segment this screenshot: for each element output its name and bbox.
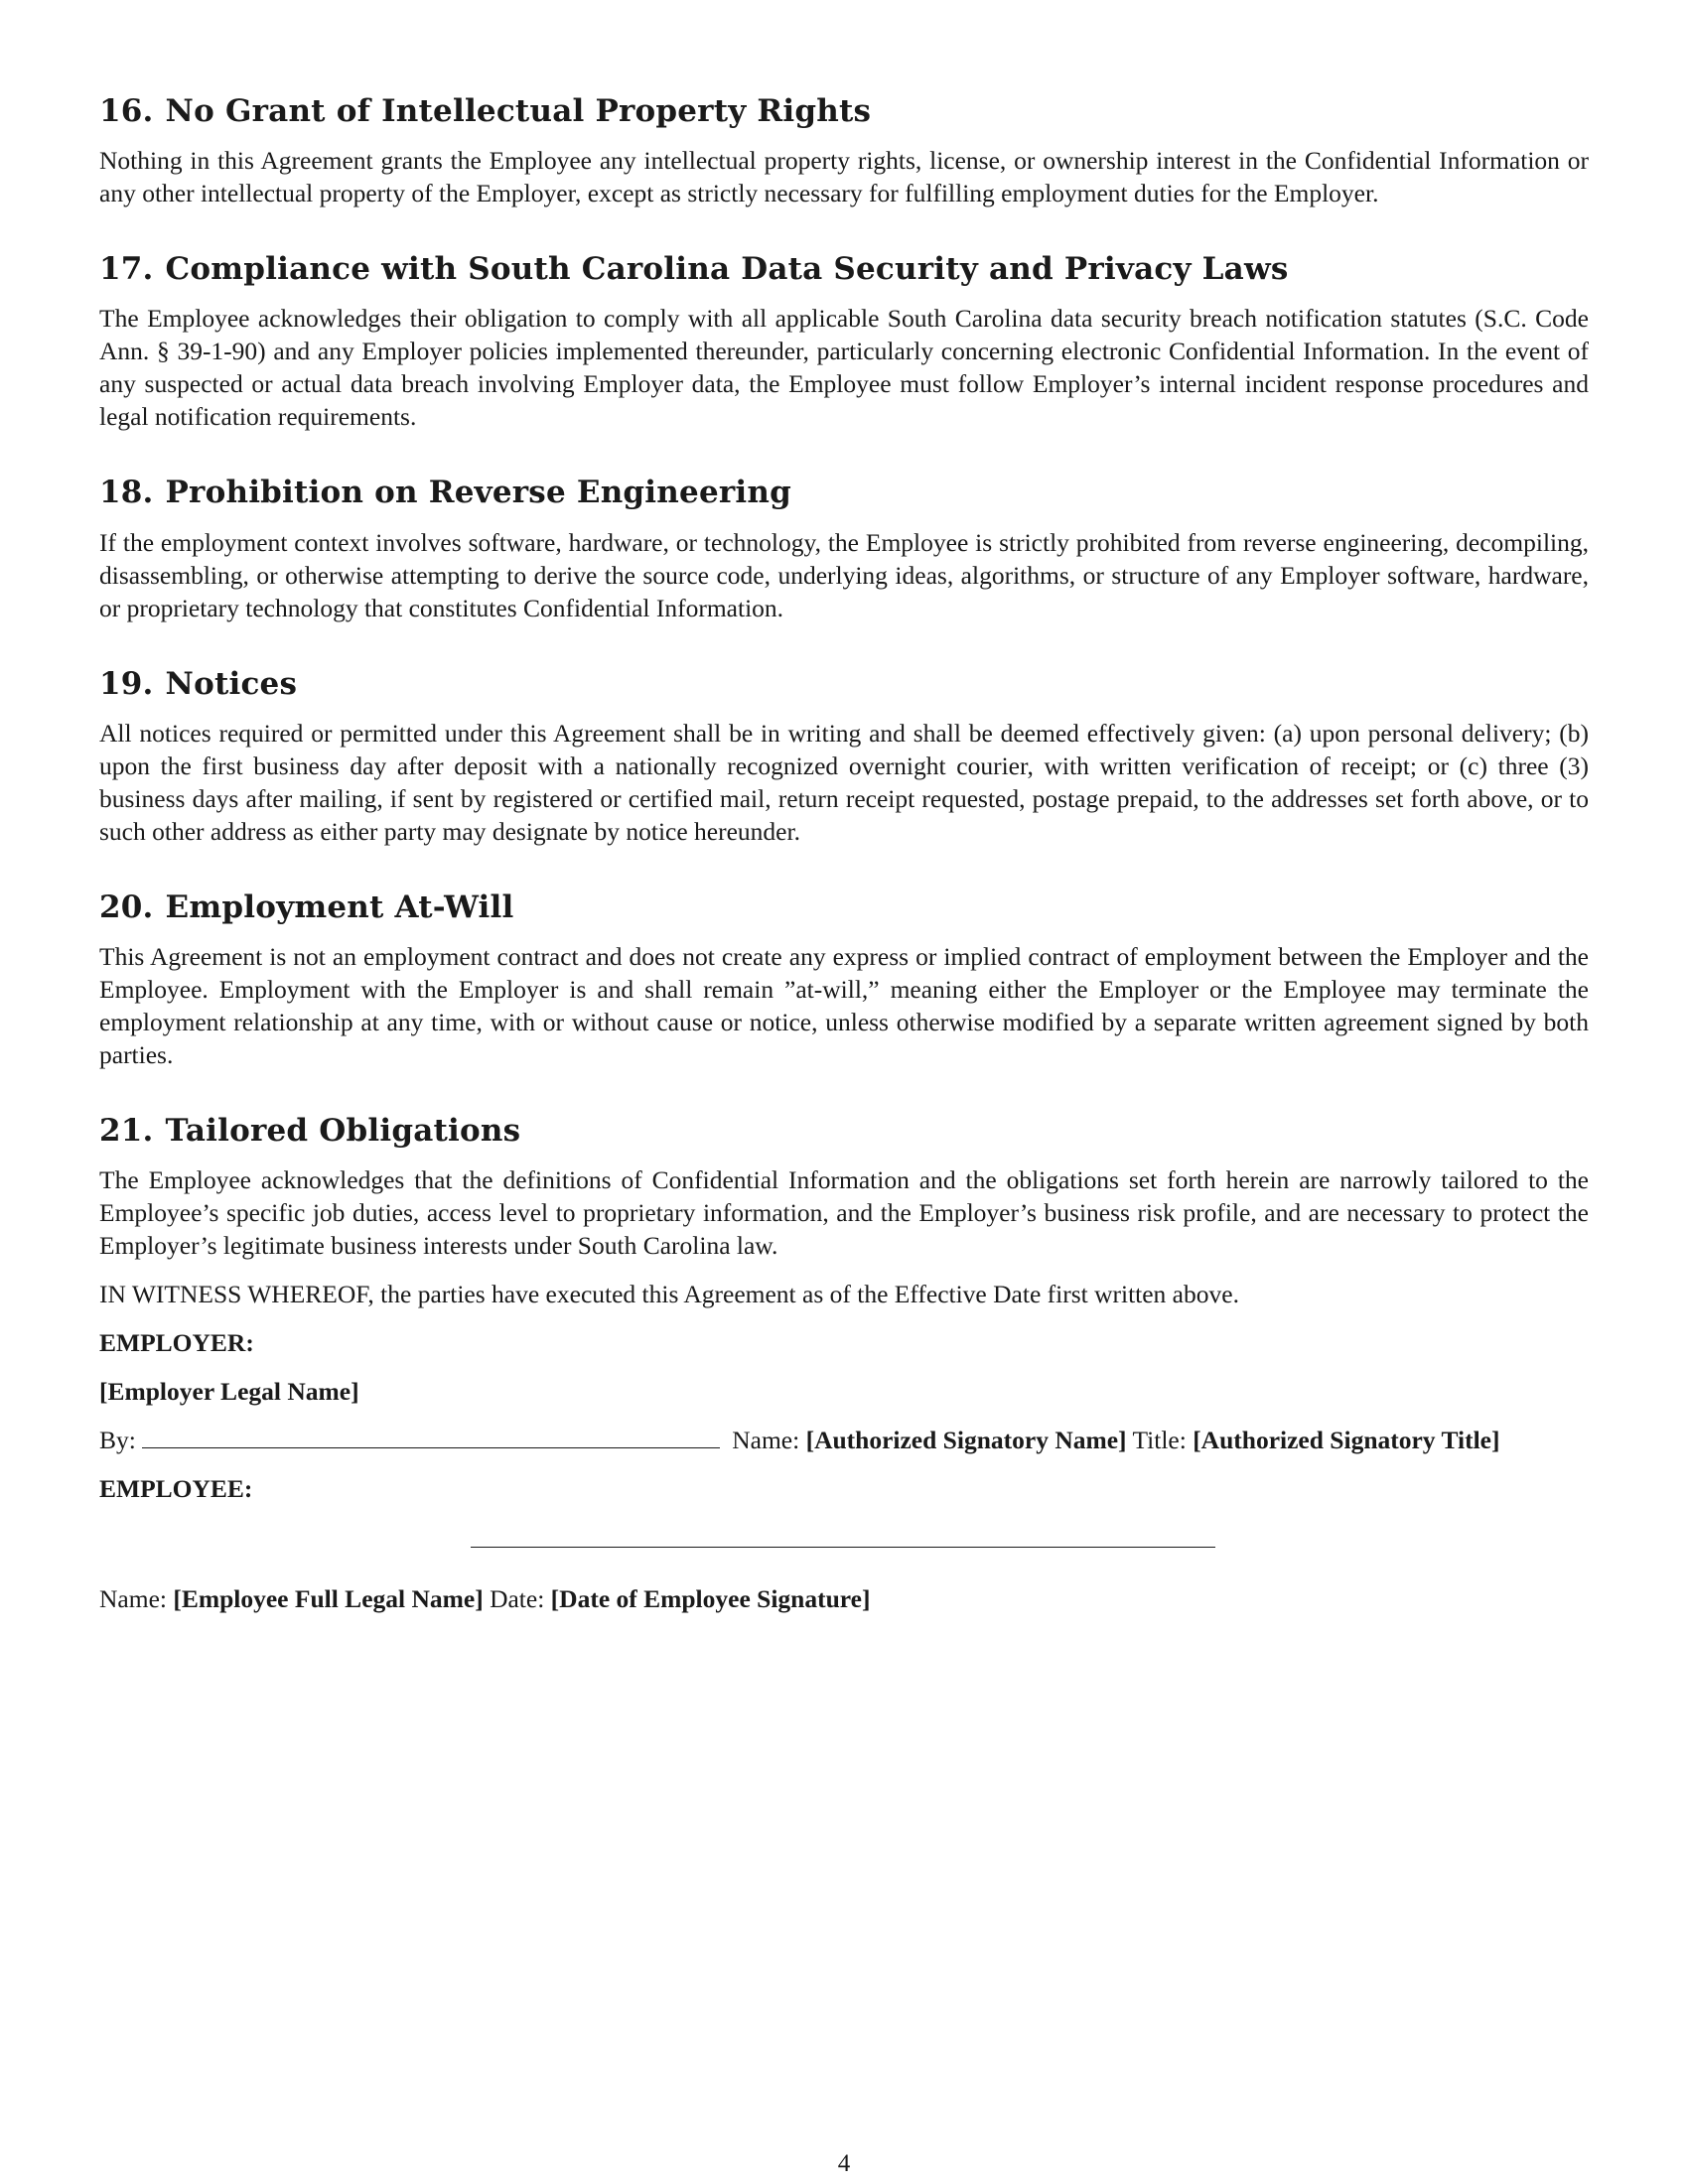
section-heading: 19. Notices: [99, 665, 298, 702]
section-heading: 18. Prohibition on Reverse Engineering: [99, 475, 791, 511]
employee-details-line: Name: [Employee Full Legal Name] Date: [Date of Employee Signature]: [99, 1584, 871, 1614]
section-20: [99, 889, 1589, 1071]
section-21: [99, 1113, 1589, 1262]
section-heading: 21. Tailored Obligations: [99, 1112, 521, 1149]
signature-block: [99, 1326, 1589, 1615]
section-17: [99, 251, 1589, 433]
section-heading: 17. Compliance with South Carolina Data Security and Privacy Laws: [99, 251, 1289, 288]
section-18: [99, 475, 1589, 623]
authorized-signatory-title: [Authorized Signatory Title]: [1193, 1426, 1500, 1455]
section-16: [99, 93, 1589, 209]
section-body: If the employment context involves software, hardware, or technology, the Employee is strictly prohibited from reverse engineering, decompiling, disassembling, or otherwise attempting to derive the source code, underlying ideas, algorithms, or structure of any Employer software, hardware, or proprietary technology that constitutes Confidential Information.: [99, 527, 1589, 622]
section-heading: 16. No Grant of Intellectual Property Rights: [99, 93, 872, 129]
section-19: [99, 666, 1589, 848]
section-body: Nothing in this Agreement grants the Employee any intellectual property rights, license, or ownership interest in the Confidential Information or any other intellectual property of the Employer, except as strictly necessary for fulfilling employment duties for the Employer.: [99, 146, 1589, 208]
page-number: 4: [837, 2150, 851, 2177]
employee-full-name: [Employee Full Legal Name]: [173, 1584, 484, 1614]
section-body: All notices required or permitted under this Agreement shall be in writing and shall be deemed effectively given: (a) upon personal delivery; (b) upon the first business day after deposit with a nationally recognized overnight courier, with written verification of receipt; or (c) three (3) business days after mailing, if sent by registered or certified mail, return receipt requested, postage prepaid, to the addresses set forth above, or to such other address as either party may designate by notice hereunder.: [99, 718, 1589, 846]
section-body: The Employee acknowledges that the definitions of Confidential Information and the obligations set forth herein are narrowly tailored to the Employee’s specific job duties, access level to proprietary information, and the Employer’s business risk profile, and are necessary to protect the Employer’s legitimate business interests under South Carolina law.: [99, 1165, 1589, 1261]
authorized-signatory-name: [Authorized Signatory Name]: [805, 1426, 1127, 1455]
employee-signature-date: [Date of Employee Signature]: [550, 1584, 871, 1614]
section-heading: 20. Employment At-Will: [99, 888, 514, 925]
employee-label: EMPLOYEE:: [99, 1474, 253, 1504]
employee-signature-field[interactable]: [471, 1547, 1215, 1548]
employer-signature-line: By: Name: [Authorized Signatory Name] Title: [Authorized Signatory Title]: [99, 1426, 1500, 1455]
employer-signature-field[interactable]: [142, 1428, 720, 1448]
document-page: [99, 93, 1589, 1615]
section-body: The Employee acknowledges their obligation to comply with all applicable South Carolina data security breach notification statutes (S.C. Code Ann. § 39-1-90) and any Employer policies implemented thereunder, particularly concerning electronic Confidential Information. In the event of any suspected or actual data breach involving Employer data, the Employee must follow Employer’s internal incident response procedures and legal notification requirements.: [99, 304, 1589, 432]
employee-signature-area: [99, 1521, 1589, 1582]
employer-legal-name: [Employer Legal Name]: [99, 1377, 359, 1407]
section-body: This Agreement is not an employment contract and does not create any express or implied contract of employment between the Employer and the Employee. Employment with the Employer is and shall remain ”at-will,” meaning either the Employer or the Employee may terminate the employment relationship at any time, with or without cause or notice, unless otherwise modified by a separate written agreement signed by both parties.: [99, 941, 1589, 1069]
employer-label: EMPLOYER:: [99, 1328, 254, 1358]
witness-clause: IN WITNESS WHEREOF, the parties have executed this Agreement as of the Effective Date first written above.: [99, 1280, 1239, 1309]
